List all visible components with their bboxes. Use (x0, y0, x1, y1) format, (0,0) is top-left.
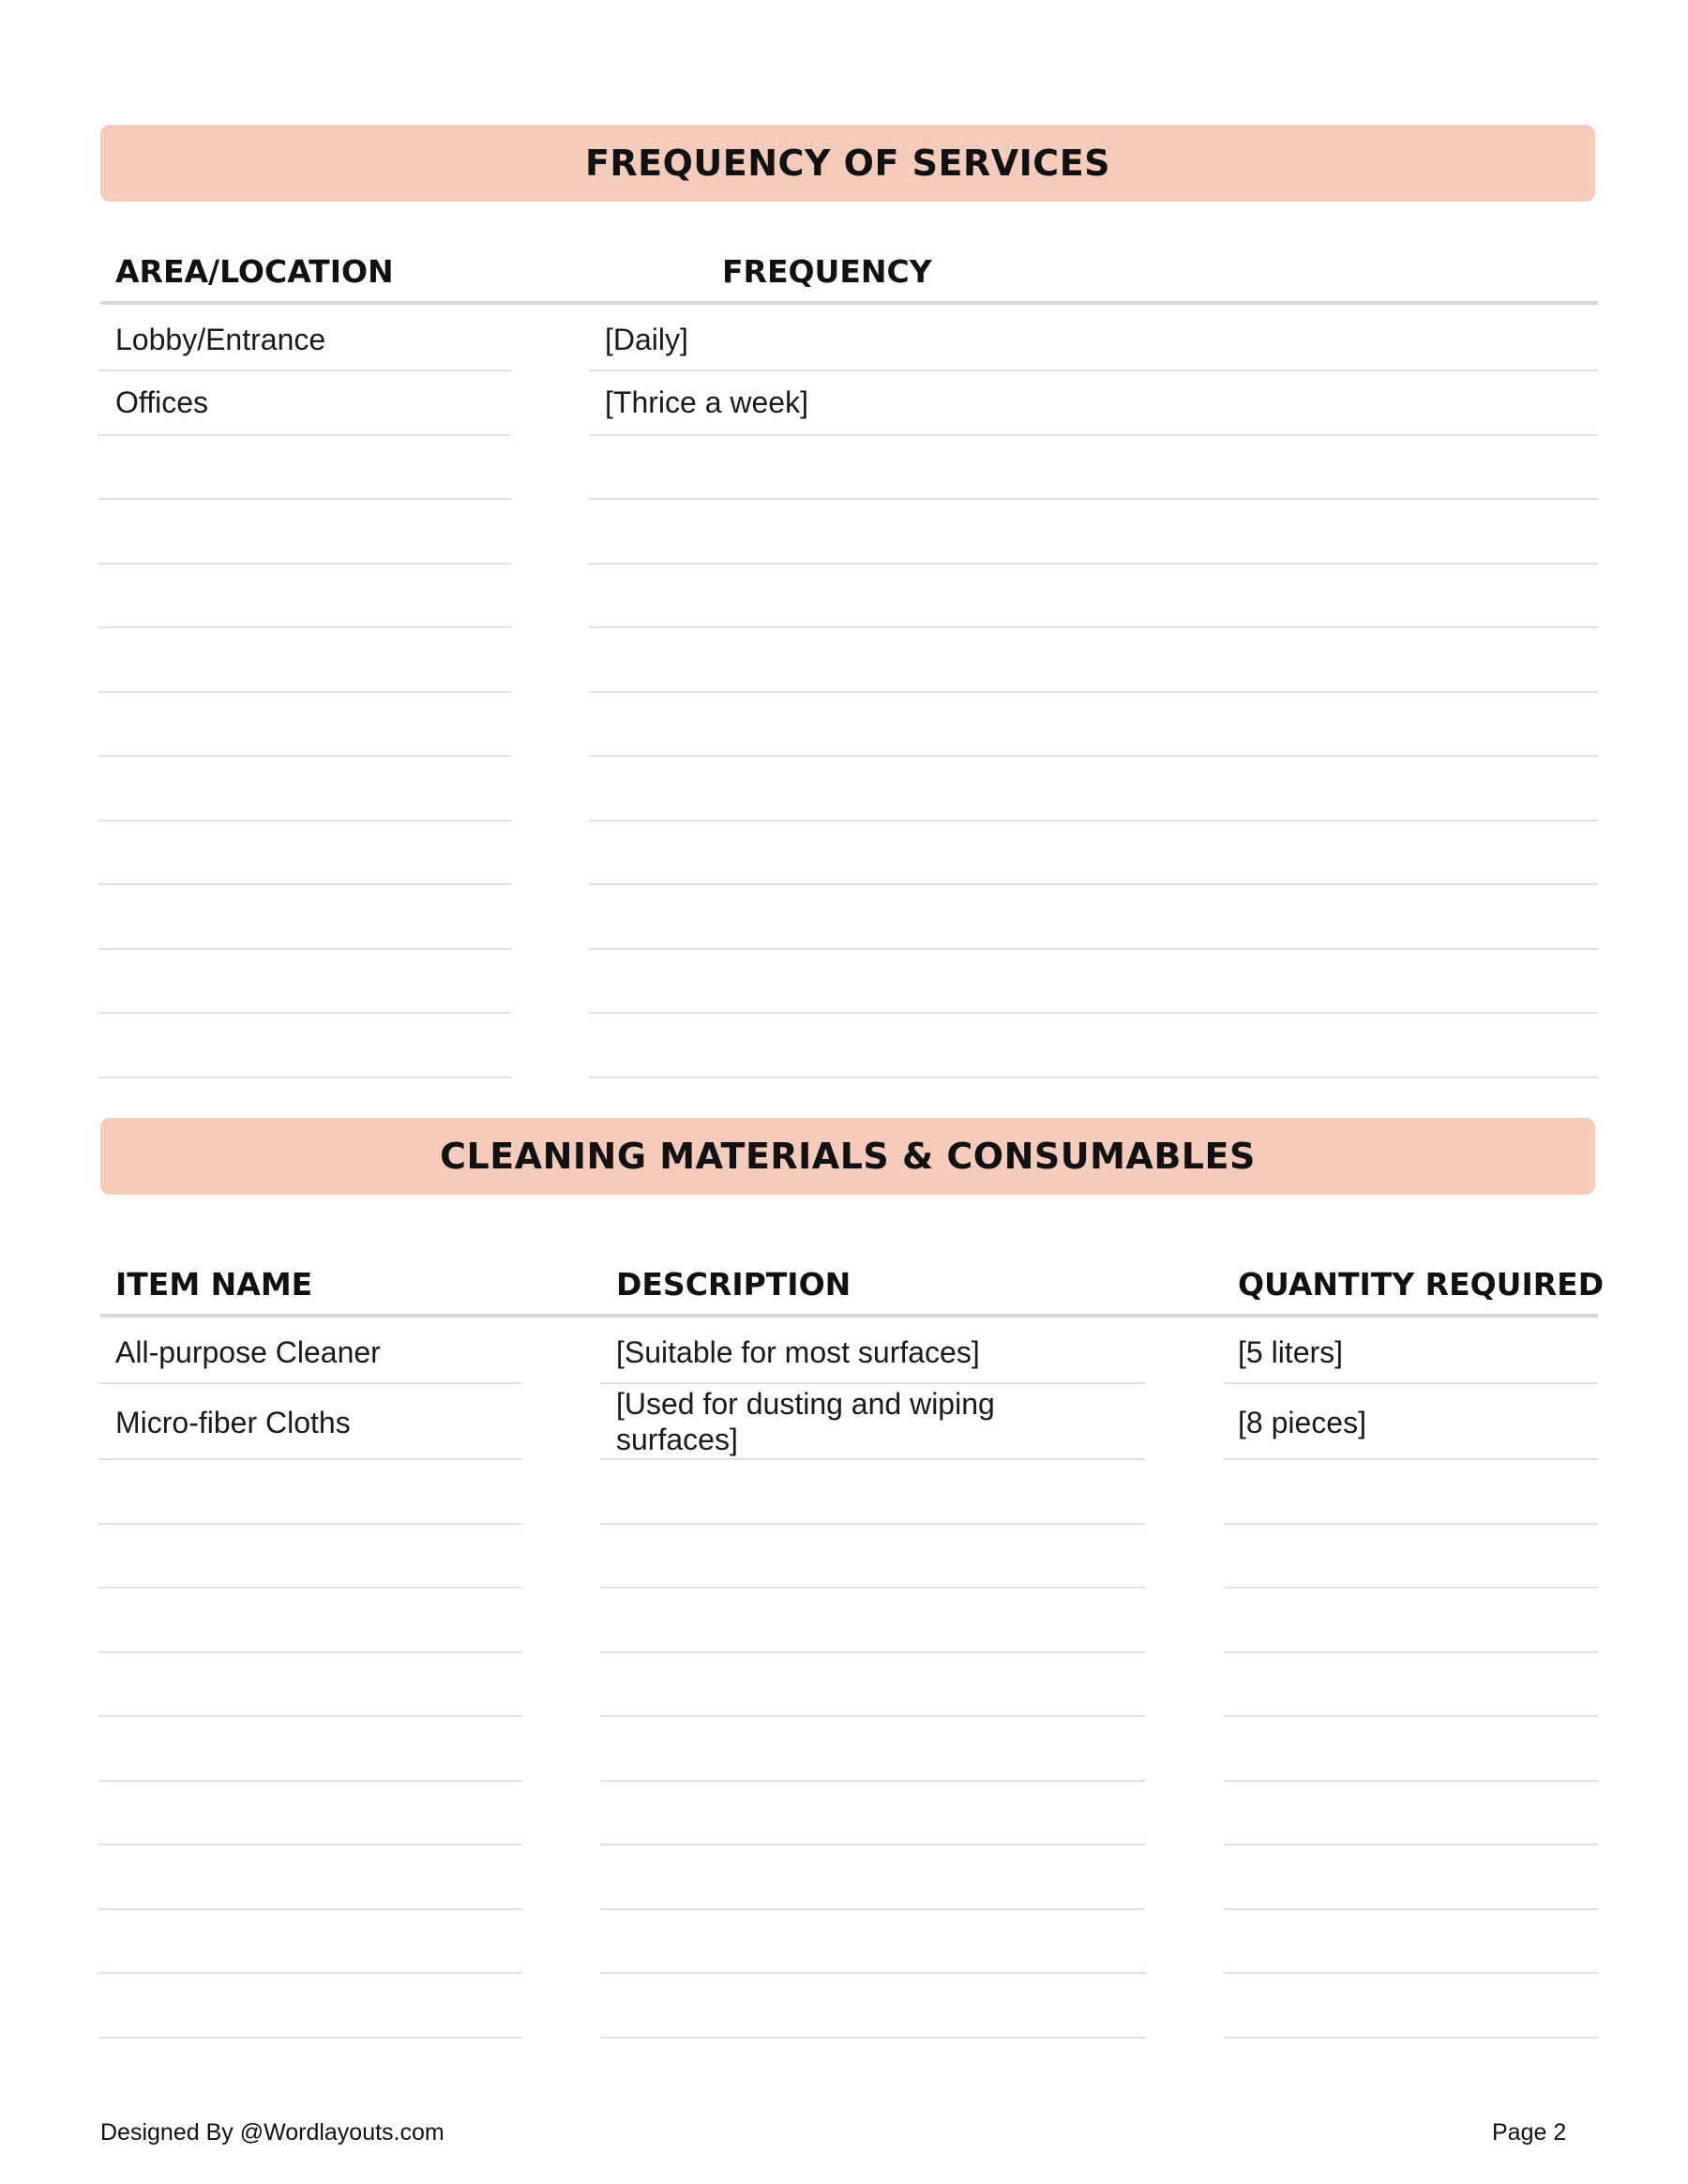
column-header-description: DESCRIPTION (616, 1266, 852, 1303)
row-separator-line (1224, 2037, 1598, 2039)
footer-designed-by: Designed By @Wordlayouts.com (100, 2119, 445, 2146)
row-separator-line (1224, 1908, 1598, 1910)
row-separator-line (1224, 1587, 1598, 1589)
row-separator-line (98, 1012, 511, 1014)
row-separator-line (98, 2037, 522, 2039)
row-separator-line (600, 2037, 1146, 2039)
column-header-quantity: QUANTITY REQUIRED (1238, 1266, 1605, 1303)
row-separator-line (98, 434, 511, 436)
row-separator-line (600, 1844, 1146, 1845)
row-separator-line (98, 1458, 522, 1460)
row-separator-line (600, 1382, 1146, 1384)
row-separator-line (600, 1780, 1146, 1782)
row-separator-line (589, 1012, 1598, 1014)
materials-row-1-item: All-purpose Cleaner (115, 1335, 381, 1369)
row-separator-line (589, 563, 1598, 565)
row-separator-line (589, 883, 1598, 885)
row-separator-line (98, 563, 511, 565)
row-separator-line (98, 948, 511, 950)
frequency-row-2-frequency: [Thrice a week] (605, 385, 808, 419)
row-separator-line (600, 1587, 1146, 1589)
row-separator-line (600, 1715, 1146, 1717)
row-separator-line (1224, 1382, 1598, 1384)
header-divider (100, 301, 1598, 305)
row-separator-line (589, 434, 1598, 436)
row-separator-line (600, 1908, 1146, 1910)
row-separator-line (98, 691, 511, 693)
row-separator-line (600, 1651, 1146, 1653)
row-separator-line (600, 1458, 1146, 1460)
row-separator-line (589, 498, 1598, 500)
frequency-row-1-area: Lobby/Entrance (115, 323, 326, 356)
row-separator-line (589, 626, 1598, 628)
materials-row-2-description: [Used for dusting and wiping surfaces] (616, 1387, 995, 1456)
row-separator-line (1224, 1458, 1598, 1460)
frequency-row-1-frequency: [Daily] (605, 323, 688, 356)
row-separator-line (98, 1523, 522, 1525)
header-divider (100, 1314, 1598, 1318)
row-separator-line (600, 1972, 1146, 1974)
row-separator-line (589, 369, 1598, 371)
materials-row-2-item: Micro-fiber Cloths (115, 1406, 351, 1439)
footer-page-number: Page 2 (1492, 2119, 1567, 2146)
section-frequency-title: FREQUENCY OF SERVICES (100, 125, 1595, 202)
row-separator-line (98, 1780, 522, 1782)
row-separator-line (589, 691, 1598, 693)
row-separator-line (589, 948, 1598, 950)
row-separator-line (600, 1523, 1146, 1525)
row-separator-line (98, 820, 511, 821)
materials-row-2-quantity: [8 pieces] (1238, 1406, 1366, 1439)
materials-row-1-quantity: [5 liters] (1238, 1335, 1344, 1369)
row-separator-line (98, 369, 511, 371)
row-separator-line (589, 820, 1598, 821)
row-separator-line (98, 755, 511, 757)
row-separator-line (1224, 1844, 1598, 1845)
row-separator-line (589, 755, 1598, 757)
column-header-item-name: ITEM NAME (115, 1266, 313, 1303)
row-separator-line (98, 1382, 522, 1384)
row-separator-line (98, 1077, 511, 1078)
row-separator-line (98, 1908, 522, 1910)
row-separator-line (98, 1651, 522, 1653)
materials-row-1-description: [Suitable for most surfaces] (616, 1335, 980, 1369)
column-header-frequency: FREQUENCY (722, 253, 932, 290)
row-separator-line (589, 1077, 1598, 1078)
section-materials-title: CLEANING MATERIALS & CONSUMABLES (100, 1118, 1595, 1195)
row-separator-line (98, 1844, 522, 1845)
row-separator-line (98, 1972, 522, 1974)
row-separator-line (1224, 1972, 1598, 1974)
frequency-row-2-area: Offices (115, 385, 208, 419)
row-separator-line (98, 1715, 522, 1717)
row-separator-line (1224, 1651, 1598, 1653)
row-separator-line (98, 1587, 522, 1589)
row-separator-line (98, 498, 511, 500)
row-separator-line (98, 883, 511, 885)
column-header-area: AREA/LOCATION (115, 253, 394, 290)
row-separator-line (1224, 1715, 1598, 1717)
row-separator-line (1224, 1523, 1598, 1525)
row-separator-line (98, 626, 511, 628)
row-separator-line (1224, 1780, 1598, 1782)
